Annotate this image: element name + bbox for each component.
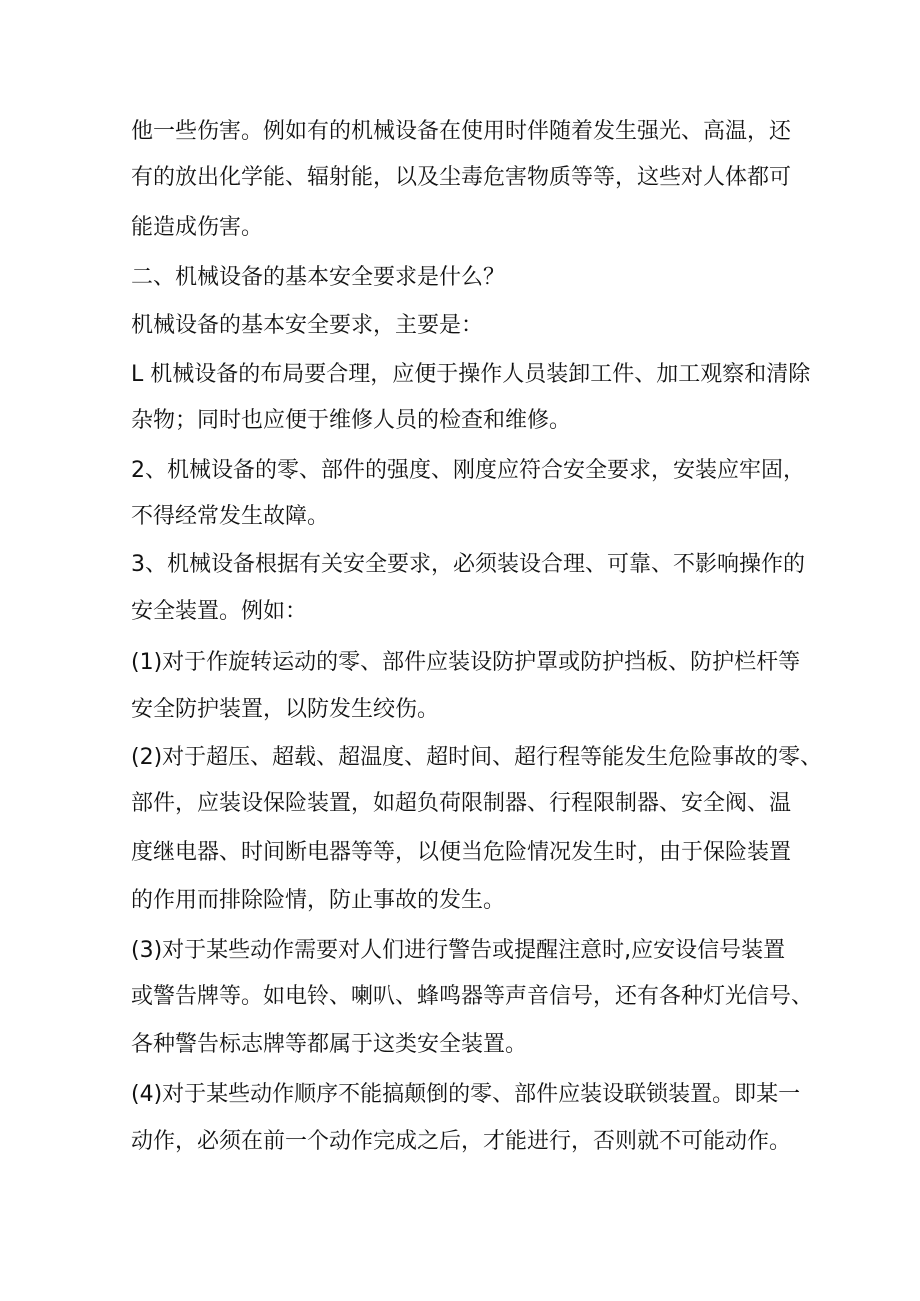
text-line: 杂物；同时也应便于维修人员的检查和维修。 bbox=[131, 408, 572, 433]
text-line: 有的放出化学能、辐射能，以及尘毒危害物质等等，这些对人体都可 bbox=[131, 165, 792, 190]
text-line: L 机械设备的布局要合理，应便于操作人员装卸工件、加工观察和清除 bbox=[131, 362, 811, 387]
text-line: 能造成伤害。 bbox=[131, 215, 264, 240]
text-line: (1)对于作旋转运动的零、部件应装设防护罩或防护挡板、防护栏杆等 bbox=[131, 650, 801, 675]
text-line: 机械设备的基本安全要求，主要是： bbox=[131, 313, 484, 338]
text-line: 动作，必须在前一个动作完成之后，才能进行，否则就不可能动作。 bbox=[131, 1129, 792, 1154]
text-line: 不得经常发生故障。 bbox=[131, 504, 330, 529]
text-line: 的作用而排除险情，防止事故的发生。 bbox=[131, 888, 506, 913]
text-line: 各种警告标志牌等都属于这类安全装置。 bbox=[131, 1032, 528, 1057]
text-line: 或警告牌等。如电铃、喇叭、蜂鸣器等声音信号，还有各种灯光信号、 bbox=[131, 984, 814, 1009]
text-line: 2、机械设备的零、部件的强度、刚度应符合安全要求，安装应牢固， bbox=[131, 458, 805, 483]
section-heading: 二、机械设备的基本安全要求是什么？ bbox=[131, 265, 506, 290]
text-line: 安全装置。例如： bbox=[131, 599, 308, 624]
text-line: 安全防护装置，以防发生绞伤。 bbox=[131, 697, 440, 722]
text-line: (3)对于某些动作需要对人们进行警告或提醒注意时,应安设信号装置 bbox=[131, 938, 786, 963]
text-line: (2)对于超压、超载、超温度、超时间、超行程等能发生危险事故的零、 bbox=[131, 745, 823, 770]
text-line: 度继电器、时间断电器等等，以便当危险情况发生时，由于保险装置 bbox=[131, 840, 792, 865]
text-line: (4)对于某些动作顺序不能搞颠倒的零、部件应装设联锁装置。即某一 bbox=[131, 1082, 801, 1107]
text-line: 部件，应装设保险装置，如超负荷限制器、行程限制器、安全阀、温 bbox=[131, 791, 792, 816]
text-line: 他一些伤害。例如有的机械设备在使用时伴随着发生强光、高温，还 bbox=[131, 119, 792, 144]
text-line: 3、机械设备根据有关安全要求，必须装设合理、可靠、不影响操作的 bbox=[131, 552, 805, 577]
